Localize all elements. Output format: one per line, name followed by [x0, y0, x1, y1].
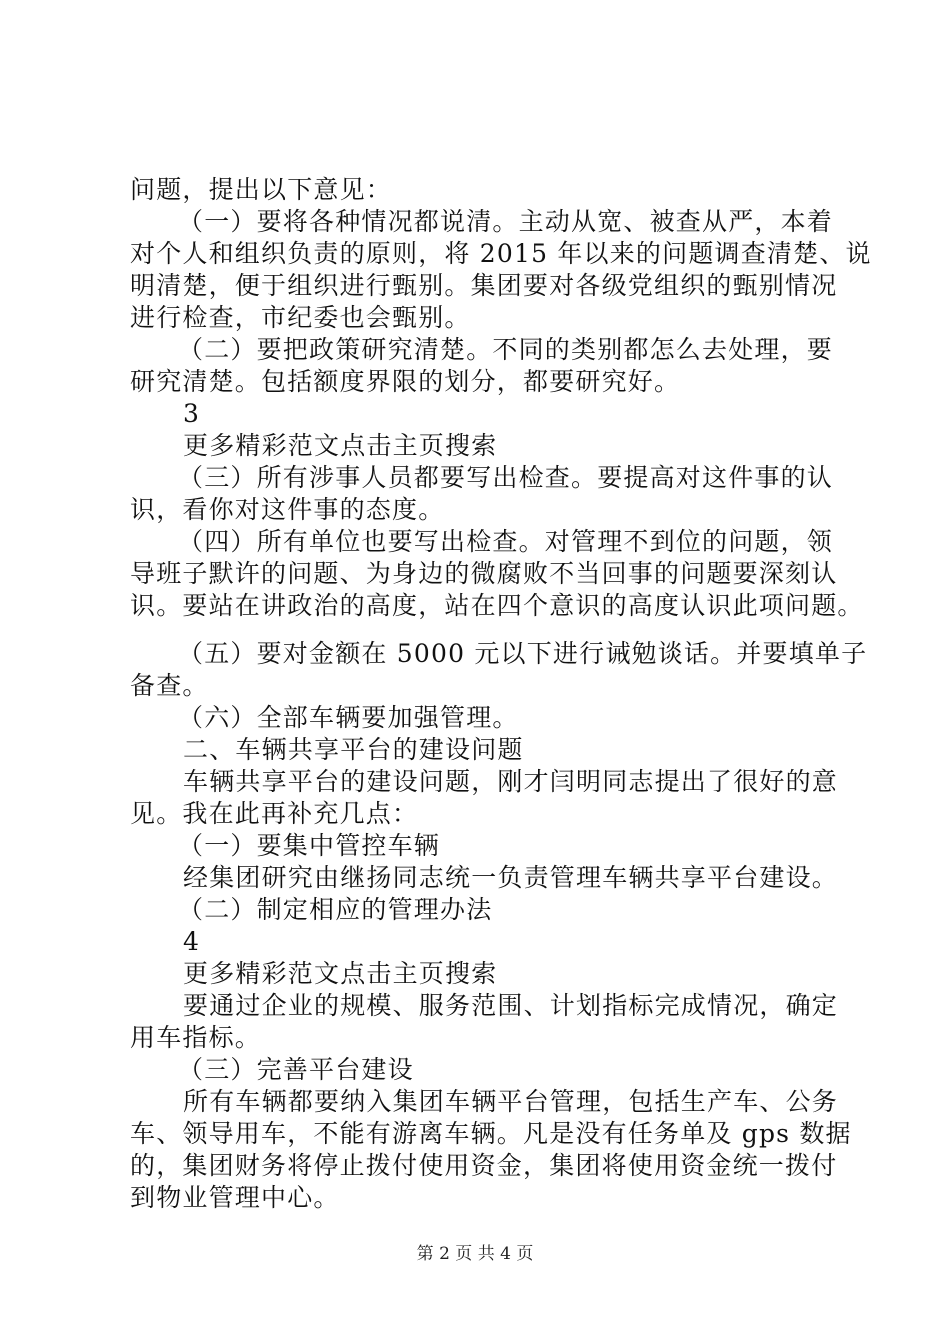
promo-text: 更多精彩范文点击主页搜索 [183, 959, 498, 988]
text-line: 识，看你对这件事的态度。 [130, 495, 445, 524]
text-line: 明清楚，便于组织进行甄别。集团要对各级党组织的甄别情况 [130, 271, 838, 300]
text-line: 经集团研究由继扬同志统一负责管理车辆共享平台建设。 [183, 863, 839, 892]
text-line: 对个人和组织负责的原则，将 2015 年以来的问题调查清楚、说 [130, 239, 872, 268]
text-line: 研究清楚。包括额度界限的划分，都要研究好。 [130, 367, 681, 396]
text-line: 所有车辆都要纳入集团车辆平台管理，包括生产车、公务 [183, 1087, 839, 1116]
text-line: （二）要把政策研究清楚。不同的类别都怎么去处理，要 [178, 335, 834, 364]
page-number-marker: 4 [183, 927, 201, 956]
text-line: （六）全部车辆要加强管理。 [178, 703, 519, 732]
page-footer: 第 2 页 共 4 页 [416, 1244, 534, 1264]
text-line: 用车指标。 [130, 1023, 262, 1052]
text-line: 车、领导用车，不能有游离车辆。凡是没有任务单及 gps 数据 [130, 1119, 852, 1148]
text-line: （三）完善平台建设 [178, 1055, 414, 1084]
text-line: 备查。 [130, 671, 209, 700]
text-line: 导班子默许的问题、为身边的微腐败不当回事的问题要深刻认 [130, 559, 838, 588]
text-line: （一）要集中管控车辆 [178, 831, 441, 860]
text-line: 识。要站在讲政治的高度，站在四个意识的高度认识此项问题。 [130, 591, 864, 620]
text-line: 的，集团财务将停止拨付使用资金，集团将使用资金统一拨付 [130, 1151, 838, 1180]
text-line: 问题，提出以下意见： [130, 175, 393, 204]
promo-text: 更多精彩范文点击主页搜索 [183, 431, 498, 460]
text-line: 车辆共享平台的建设问题，刚才闫明同志提出了很好的意 [183, 767, 839, 796]
text-line: 到物业管理中心。 [130, 1183, 340, 1212]
text-line: 进行检查，市纪委也会甄别。 [130, 303, 471, 332]
text-line: （一）要将各种情况都说清。主动从宽、被查从严，本着 [178, 207, 834, 236]
page-number-marker: 3 [183, 399, 201, 428]
text-line: 要通过企业的规模、服务范围、计划指标完成情况，确定 [183, 991, 839, 1020]
text-line: （三）所有涉事人员都要写出检查。要提高对这件事的认 [178, 463, 834, 492]
text-line: （二）制定相应的管理办法 [178, 895, 493, 924]
text-line: （四）所有单位也要写出检查。对管理不到位的问题，领 [178, 527, 834, 556]
text-line: 见。我在此再补充几点： [130, 799, 419, 828]
text-line: （五）要对金额在 5000 元以下进行诫勉谈话。并要填单子 [178, 639, 868, 668]
section-heading: 二、车辆共享平台的建设问题 [183, 735, 524, 764]
